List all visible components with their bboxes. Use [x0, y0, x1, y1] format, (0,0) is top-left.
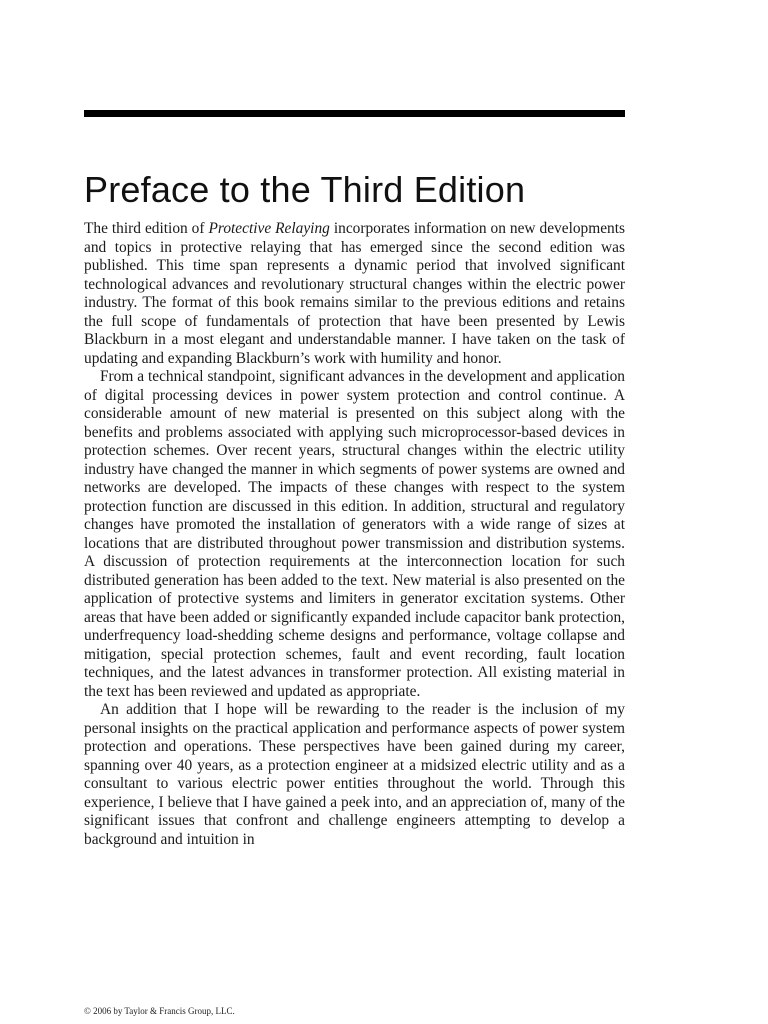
paragraph-1-rest: incorporates information on new developments and topics in protective relaying that has emerged since the second edition was published. This time span represents a dynamic period that involved significant technological advances and revolutionary structural changes within the electric power industry. The format of this book remains similar to the previous editions and retains the full scope of fundamentals of protection that have been presented by Lewis Blackburn in a most elegant and understandable manner. I have taken on the task of updating and expanding Blackburn’s work with humility and honor.	[84, 220, 626, 367]
paragraph-1-lead: The third edition of	[84, 220, 209, 237]
body-text	[84, 220, 625, 849]
title-rule	[84, 110, 625, 117]
book-title-italic: Protective Relaying	[208, 220, 330, 237]
paragraph-3: An addition that I hope will be rewarding to the reader is the inclusion of my personal insights on the practical application and performance aspects of power system protection and operations. These perspectives have been gained during my career, spanning over 40 years, as a protection engineer at a midsized electric utility and as a consultant to various electric power entities throughout the world. Through this experience, I believe that I have gained a peek into, and an appreciation of, many of the significant issues that confront and challenge engineers attempting to develop a background and intuition in	[84, 701, 625, 848]
paragraph-2: From a technical standpoint, significant advances in the development and application of digital processing devices in power system protection and control continue. A considerable amount of new material is presented on this subject along with the benefits and problems associated with applying such microprocessor-based devices in protection schemes. Over recent years, structural changes within the electric utility industry have changed the manner in which segments of power systems are owned and networks are developed. The impacts of these changes with respect to the system protection function are discussed in this edition. In addition, structural and regulatory changes have promoted the installation of generators with a wide range of sizes at locations that are distributed throughout power transmission and distribution systems. A discussion of protection requirements at the interconnection location for such distributed generation has been added to the text. New material is also presented on the application of protective systems and limiters in generator excitation systems. Other areas that have been added or significantly expanded include capacitor bank protection, underfrequency load-shedding scheme designs and performance, voltage collapse and mitigation, special protection schemes, fault and event recording, fault location techniques, and the latest advances in transformer protection. All existing material in the text has been reviewed and updated as appropriate.	[84, 368, 625, 700]
page-title: Preface to the Third Edition	[84, 169, 526, 211]
paragraph-1	[84, 220, 625, 368]
copyright-footer: © 2006 by Taylor & Francis Group, LLC.	[84, 1006, 235, 1016]
